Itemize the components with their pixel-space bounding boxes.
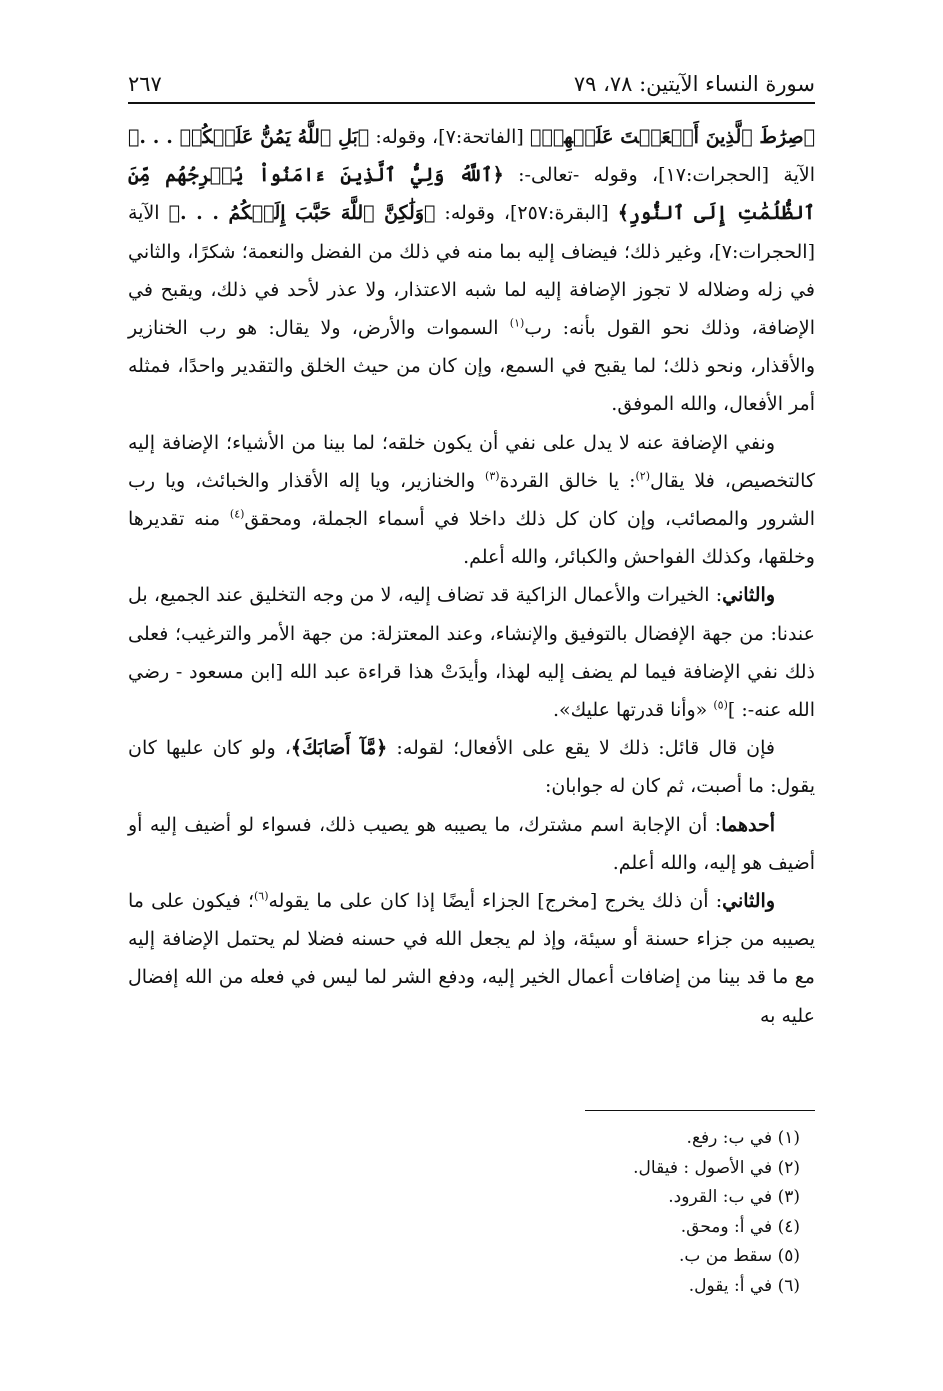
quran-verse: ﴿ٱللَّهُ وَلِيُّ ٱلَّذِينَ ءَامَنُواْ يُخۡرِجُهُم مِّنَ ٱلظُّلُمَٰتِ إِلَى ٱلنُّورِ﴾ (128, 164, 815, 225)
quran-verse: ﴿مَّآ أَصَابَكَ﴾ (290, 737, 388, 760)
footnote: (١) في ب: رفع. (686, 1128, 800, 1148)
footnote: (٦) في أ: يقول. (688, 1275, 800, 1296)
main-text (128, 118, 815, 1035)
text-span: ، ولو كان عليها كان يقول: ما أصبت، ثم كان له جوابان: (128, 737, 815, 798)
footnote-ref: (١) (509, 316, 525, 330)
text-span: «وأنا قدرتها عليك». (552, 699, 714, 722)
text-span: الآية [الحجرات:١٧]، وقوله -تعالى-: (503, 164, 815, 187)
text-span: [البقرة:٢٥٧]، وقوله: (435, 202, 618, 225)
paragraph-6 (128, 882, 815, 1035)
footnotes (128, 1124, 815, 1302)
quran-verse: ﴿وَلَٰكِنَّ ٱللَّهَ حَبَّبَ إِلَيۡكُمُ . . .﴾ (168, 202, 436, 225)
running-header (128, 56, 815, 104)
footnote: (٢) في الأصول : فيقال. (633, 1157, 800, 1178)
text-span: فإن قال قائل: ذلك لا يقع على الأفعال؛ لقوله: (387, 737, 775, 760)
header-title: سورة النساء الآيتين: ٧٨، ٧٩ (573, 72, 815, 96)
section-lead: أحدهما (721, 813, 775, 836)
text-span: منه تقديرها وخلقها، وكذلك الفواحش والكبائر، والله أعلم. (128, 508, 815, 569)
text-span: السموات والأرض، ولا يقال: هو رب الخنازير والأقذار، ونحو ذلك؛ لما يقبح في السمع، وإن كان من حيث الخلق والتقدير واحدًا، فمثله أمر الأفعال، والله الموفق. (128, 317, 815, 416)
text-span: : يا خالق القردة (499, 469, 636, 492)
footnote-ref: (٣) (485, 469, 500, 483)
paragraph-5 (128, 806, 815, 882)
quran-verse: ﴿بَلِ ٱللَّهُ يَمُنُّ عَلَيۡكُمۡ . . .﴾ (128, 126, 370, 148)
footnote-ref: (٦) (253, 889, 269, 903)
footnote: (٤) في أ: ومحق. (680, 1216, 800, 1237)
text-span: ونفي الإضافة عنه لا يدل على نفي أن يكون خلقه؛ لما بينا من الأشياء؛ الإضافة إليه كالتخصيص، فلا يقال (128, 431, 815, 492)
footnote: (٥) سقط من ب. (678, 1246, 800, 1267)
text-span: : أن الإجابة اسم مشترك، ما يصيبه هو يصيب ذلك، فسواء لو أضيف إليه أو أضيف هو إليه، والله أعلم. (128, 813, 815, 874)
text-span: : أن ذلك يخرج [مخرج] الجزاء أيضًا إذا كان على ما يقوله (268, 890, 723, 913)
footnote-ref: (٢) (635, 469, 651, 483)
footnote: (٣) في ب: القرود. (668, 1187, 800, 1208)
section-lead: والثاني (722, 584, 775, 607)
paragraph-3 (128, 576, 815, 729)
section-lead: والثاني (722, 890, 775, 913)
text-span: ؛ فيكون على ما يصيبه من جزاء حسنة أو سيئة، وإذ لم يجعل الله في حسنه فضلا لم يحتمل الإضافة إليه مع ما قد بينا من إضافات أعمال الخير إليه، ودفع الشر لما ليس في فعله من الله إفضال عليه به (128, 890, 815, 1027)
paragraph-2 (128, 424, 815, 577)
paragraph-1 (128, 118, 815, 424)
quran-verse: ﴿صِرَٰطَ ٱلَّذِينَ أَنۡعَمۡتَ عَلَيۡهِمۡ﴾ (530, 126, 816, 148)
text-span: الآية [الحجرات:٧]، وغير ذلك؛ فيضاف إليه بما منه في ذلك من الفضل والنعمة؛ شكرًا، والثاني في زله وضلاله لا تجوز الإضافة إليه لما شبه الاعتذار، ولا عذر لأحد في ذلك، ويقبح في الإضافة، وذلك نحو القول بأنه: رب (128, 202, 815, 340)
footnote-separator (585, 1110, 815, 1111)
text-span: : الخيرات والأعمال الزاكية قد تضاف إليه، لا من وجه التخليق عند الجميع، بل عندنا: من جهة الإفضال بالتوفيق والإنشاء، وعند المعتزلة: من جهة الأمر والترغيب؛ فعلى ذلك نفي الإضافة فيما لم يضف إليه لهذا، وأيدَتْ هذا قراءة عبد الله [ابن مسعود - رضي الله عنه-: ] (128, 584, 815, 722)
text-span: والخنازير، ويا إله الأقذار والخبائث، ويا رب الشرور والمصائب، وإن كان كل ذلك داخلا في أسماء الجملة، ومحقق (128, 469, 815, 531)
footnote-ref: (٥) (713, 698, 728, 712)
footnote-ref: (٤) (229, 507, 245, 521)
paragraph-4 (128, 729, 815, 805)
text-span: [الفاتحة:٧]، وقوله: (369, 126, 531, 148)
page-number: ٢٦٧ (128, 72, 162, 96)
